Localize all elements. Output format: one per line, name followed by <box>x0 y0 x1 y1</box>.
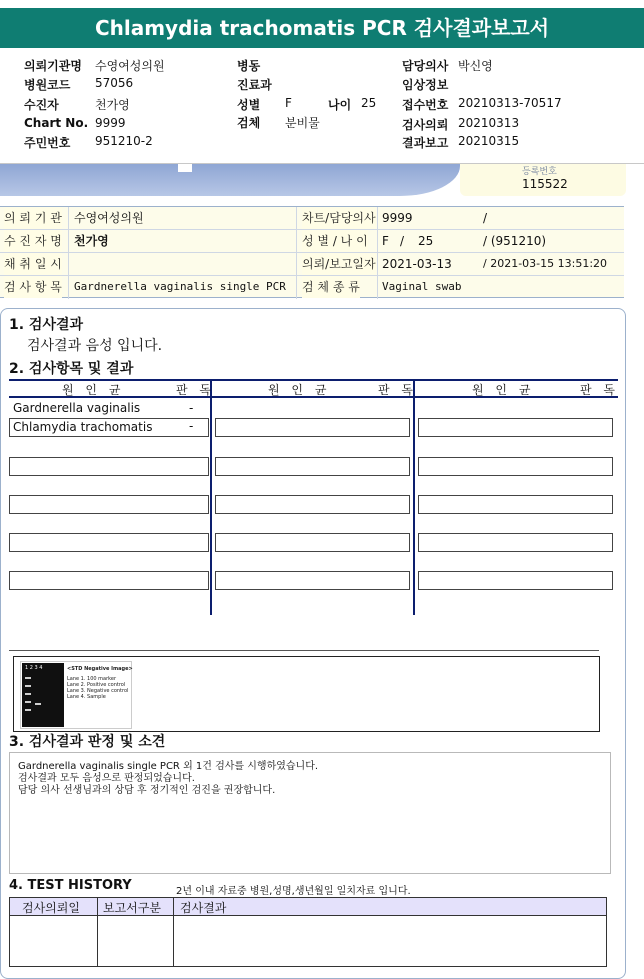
section2-title: 2. 검사항목 및 결과 <box>9 361 134 377</box>
wave-notch <box>178 164 192 172</box>
gel-band <box>25 677 31 679</box>
gel-band <box>25 701 31 703</box>
age-value: 25 <box>361 96 377 110</box>
info-col-divider <box>296 207 297 299</box>
info-chart-doctor-label: 차트/담당의사 <box>302 207 376 229</box>
col-pathogen-1: 원 인 균 <box>62 383 125 397</box>
id-no-label: 주민번호 <box>24 136 71 150</box>
institution-value: 수영여성의원 <box>95 59 165 73</box>
clinical-info-label: 임상정보 <box>402 78 449 92</box>
history-col-divider <box>173 898 174 966</box>
gel-legend-title: <STD Negative Image> <box>67 666 133 672</box>
info-specimen-type-label: 검 체 종 류 <box>302 276 360 298</box>
history-table-header <box>10 898 606 916</box>
info-slash: / <box>483 211 488 225</box>
section1-body: 검사결과 음성 입니다. <box>27 338 163 354</box>
specimen-value: 분비물 <box>285 116 320 130</box>
info-chart-value: 9999 <box>382 211 413 225</box>
col-pathogen-3: 원 인 균 <box>472 383 535 397</box>
header-wave-decoration <box>0 164 460 196</box>
result-empty-box[interactable] <box>418 495 613 514</box>
result-empty-box[interactable] <box>215 533 410 552</box>
receipt-no-label: 접수번호 <box>402 98 449 112</box>
findings-comment-box <box>9 752 611 874</box>
table-col-divider <box>413 379 415 615</box>
registration-box <box>460 164 626 196</box>
result-empty-box[interactable] <box>215 418 410 437</box>
gel-image <box>20 661 132 729</box>
doctor-value: 박신영 <box>458 59 493 73</box>
report-date-label: 결과보고 <box>402 136 449 150</box>
info-birth-value: / (951210) <box>483 234 547 248</box>
gel-legend-line: Lane 4. Sample <box>67 694 106 700</box>
gel-legend-line: Lane 2. Positive control <box>67 682 126 688</box>
result-empty-box[interactable] <box>9 457 209 476</box>
receipt-no-value: 20210313-70517 <box>458 96 562 110</box>
info-test-item-value: Gardnerella vaginalis single PCR <box>74 280 286 293</box>
gel-legend <box>67 666 133 700</box>
chart-no-label: Chart No. <box>24 116 89 130</box>
hospital-code-label: 병원코드 <box>24 78 71 92</box>
result-empty-box[interactable] <box>418 418 613 437</box>
specimen-label: 검체 <box>237 116 261 130</box>
info-sex-value: F <box>382 234 389 248</box>
result-row-name: Chlamydia trachomatis <box>13 420 153 434</box>
request-date-value: 20210313 <box>458 116 520 130</box>
patient-value: 천가영 <box>95 98 130 112</box>
sex-label: 성별 <box>237 98 261 112</box>
info-report-datetime: / 2021-03-15 13:51:20 <box>483 257 608 270</box>
history-note: 2년 이내 자료중 병원,성명,생년월일 일치자료 입니다. <box>176 886 411 897</box>
gel-band <box>25 693 31 695</box>
patient-label: 수진자 <box>24 98 59 112</box>
registration-label: 등록번호 <box>522 167 557 177</box>
result-empty-box[interactable] <box>9 495 209 514</box>
gel-band <box>25 685 31 687</box>
report-header <box>0 48 644 164</box>
result-empty-box[interactable] <box>418 571 613 590</box>
gel-legend-line: Lane 3. Negative control <box>67 688 129 694</box>
history-col-report-type: 보고서구분 <box>103 901 161 915</box>
col-result-2: 판 독 <box>378 383 417 397</box>
sex-value: F <box>285 96 292 110</box>
findings-line: 검사결과 모두 음성으로 판정되었습니다. <box>18 773 195 784</box>
gel-lane-numbers: 1 2 3 4 <box>25 665 43 671</box>
findings-line: 담당 의사 선생님과의 상담 후 정기적인 검진을 권장합니다. <box>18 785 276 796</box>
info-age-value: 25 <box>418 234 434 248</box>
ward-label: 병동 <box>237 59 261 73</box>
result-row-box[interactable] <box>9 418 209 437</box>
info-sex-age-label: 성 별 / 나 이 <box>302 230 368 252</box>
gel-band <box>35 703 41 705</box>
history-col-result: 검사결과 <box>180 901 227 915</box>
col-result-3: 판 독 <box>580 383 619 397</box>
image-divider <box>9 650 599 651</box>
col-result-1: 판 독 <box>176 383 215 397</box>
request-date-label: 검사의뢰 <box>402 118 449 132</box>
doctor-label: 담당의사 <box>402 59 449 73</box>
info-request-date: 2021-03-13 <box>382 257 452 271</box>
result-empty-box[interactable] <box>9 533 209 552</box>
section1-title: 1. 검사결과 <box>9 317 84 333</box>
info-test-item-label: 검 사 항 목 <box>4 276 62 298</box>
result-row-value: - <box>189 419 194 433</box>
result-empty-box[interactable] <box>418 457 613 476</box>
result-row-name: Gardnerella vaginalis <box>13 401 141 415</box>
result-empty-box[interactable] <box>9 571 209 590</box>
col-pathogen-2: 원 인 균 <box>268 383 331 397</box>
section3-title: 3. 검사결과 판정 및 소견 <box>9 734 166 750</box>
scroll-gutter[interactable] <box>628 308 644 979</box>
info-slash2: / <box>400 234 405 248</box>
gel-legend-line: Lane 1. 100 marker <box>67 676 117 682</box>
info-patient-label: 수 진 자 명 <box>4 230 62 252</box>
registration-value: 115522 <box>522 177 568 191</box>
gel-band <box>25 709 31 711</box>
section4-title: 4. TEST HISTORY <box>9 878 132 893</box>
gel-lanes <box>22 663 64 727</box>
institution-field: 의뢰기관명 <box>24 59 82 73</box>
patient-info-grid <box>0 206 624 298</box>
report-title: Chlamydia trachomatis PCR 검사결과보고서 <box>0 8 644 48</box>
report-date-value: 20210315 <box>458 134 520 148</box>
result-empty-box[interactable] <box>215 457 410 476</box>
result-row-value: - <box>189 401 194 415</box>
info-collect-date-label: 채 취 일 시 <box>4 253 62 275</box>
id-no-value: 951210-2 <box>95 134 153 148</box>
gel-image-frame <box>13 656 600 732</box>
history-col-divider <box>97 898 98 966</box>
table-col-divider <box>210 379 212 615</box>
info-institution-label: 의 뢰 기 관 <box>4 207 62 229</box>
info-col-divider <box>68 207 69 299</box>
result-empty-box[interactable] <box>215 495 410 514</box>
info-specimen-type-value: Vaginal swab <box>382 280 462 293</box>
department-label: 진료과 <box>237 78 272 92</box>
history-col-request-date: 검사의뢰일 <box>22 901 80 915</box>
age-label: 나이 <box>328 98 352 112</box>
chart-no-value: 9999 <box>95 116 126 130</box>
history-table <box>9 897 607 967</box>
result-empty-box[interactable] <box>215 571 410 590</box>
info-req-rep-label: 의뢰/보고일자 <box>302 253 376 275</box>
info-institution-value: 수영여성의원 <box>74 211 144 225</box>
result-empty-box[interactable] <box>418 533 613 552</box>
info-col-divider <box>377 207 378 299</box>
findings-line: Gardnerella vaginalis single PCR 외 1건 검사를 시행하였습니다. <box>18 761 319 772</box>
info-patient-value: 천가영 <box>74 234 109 248</box>
hospital-code-value: 57056 <box>95 76 134 90</box>
